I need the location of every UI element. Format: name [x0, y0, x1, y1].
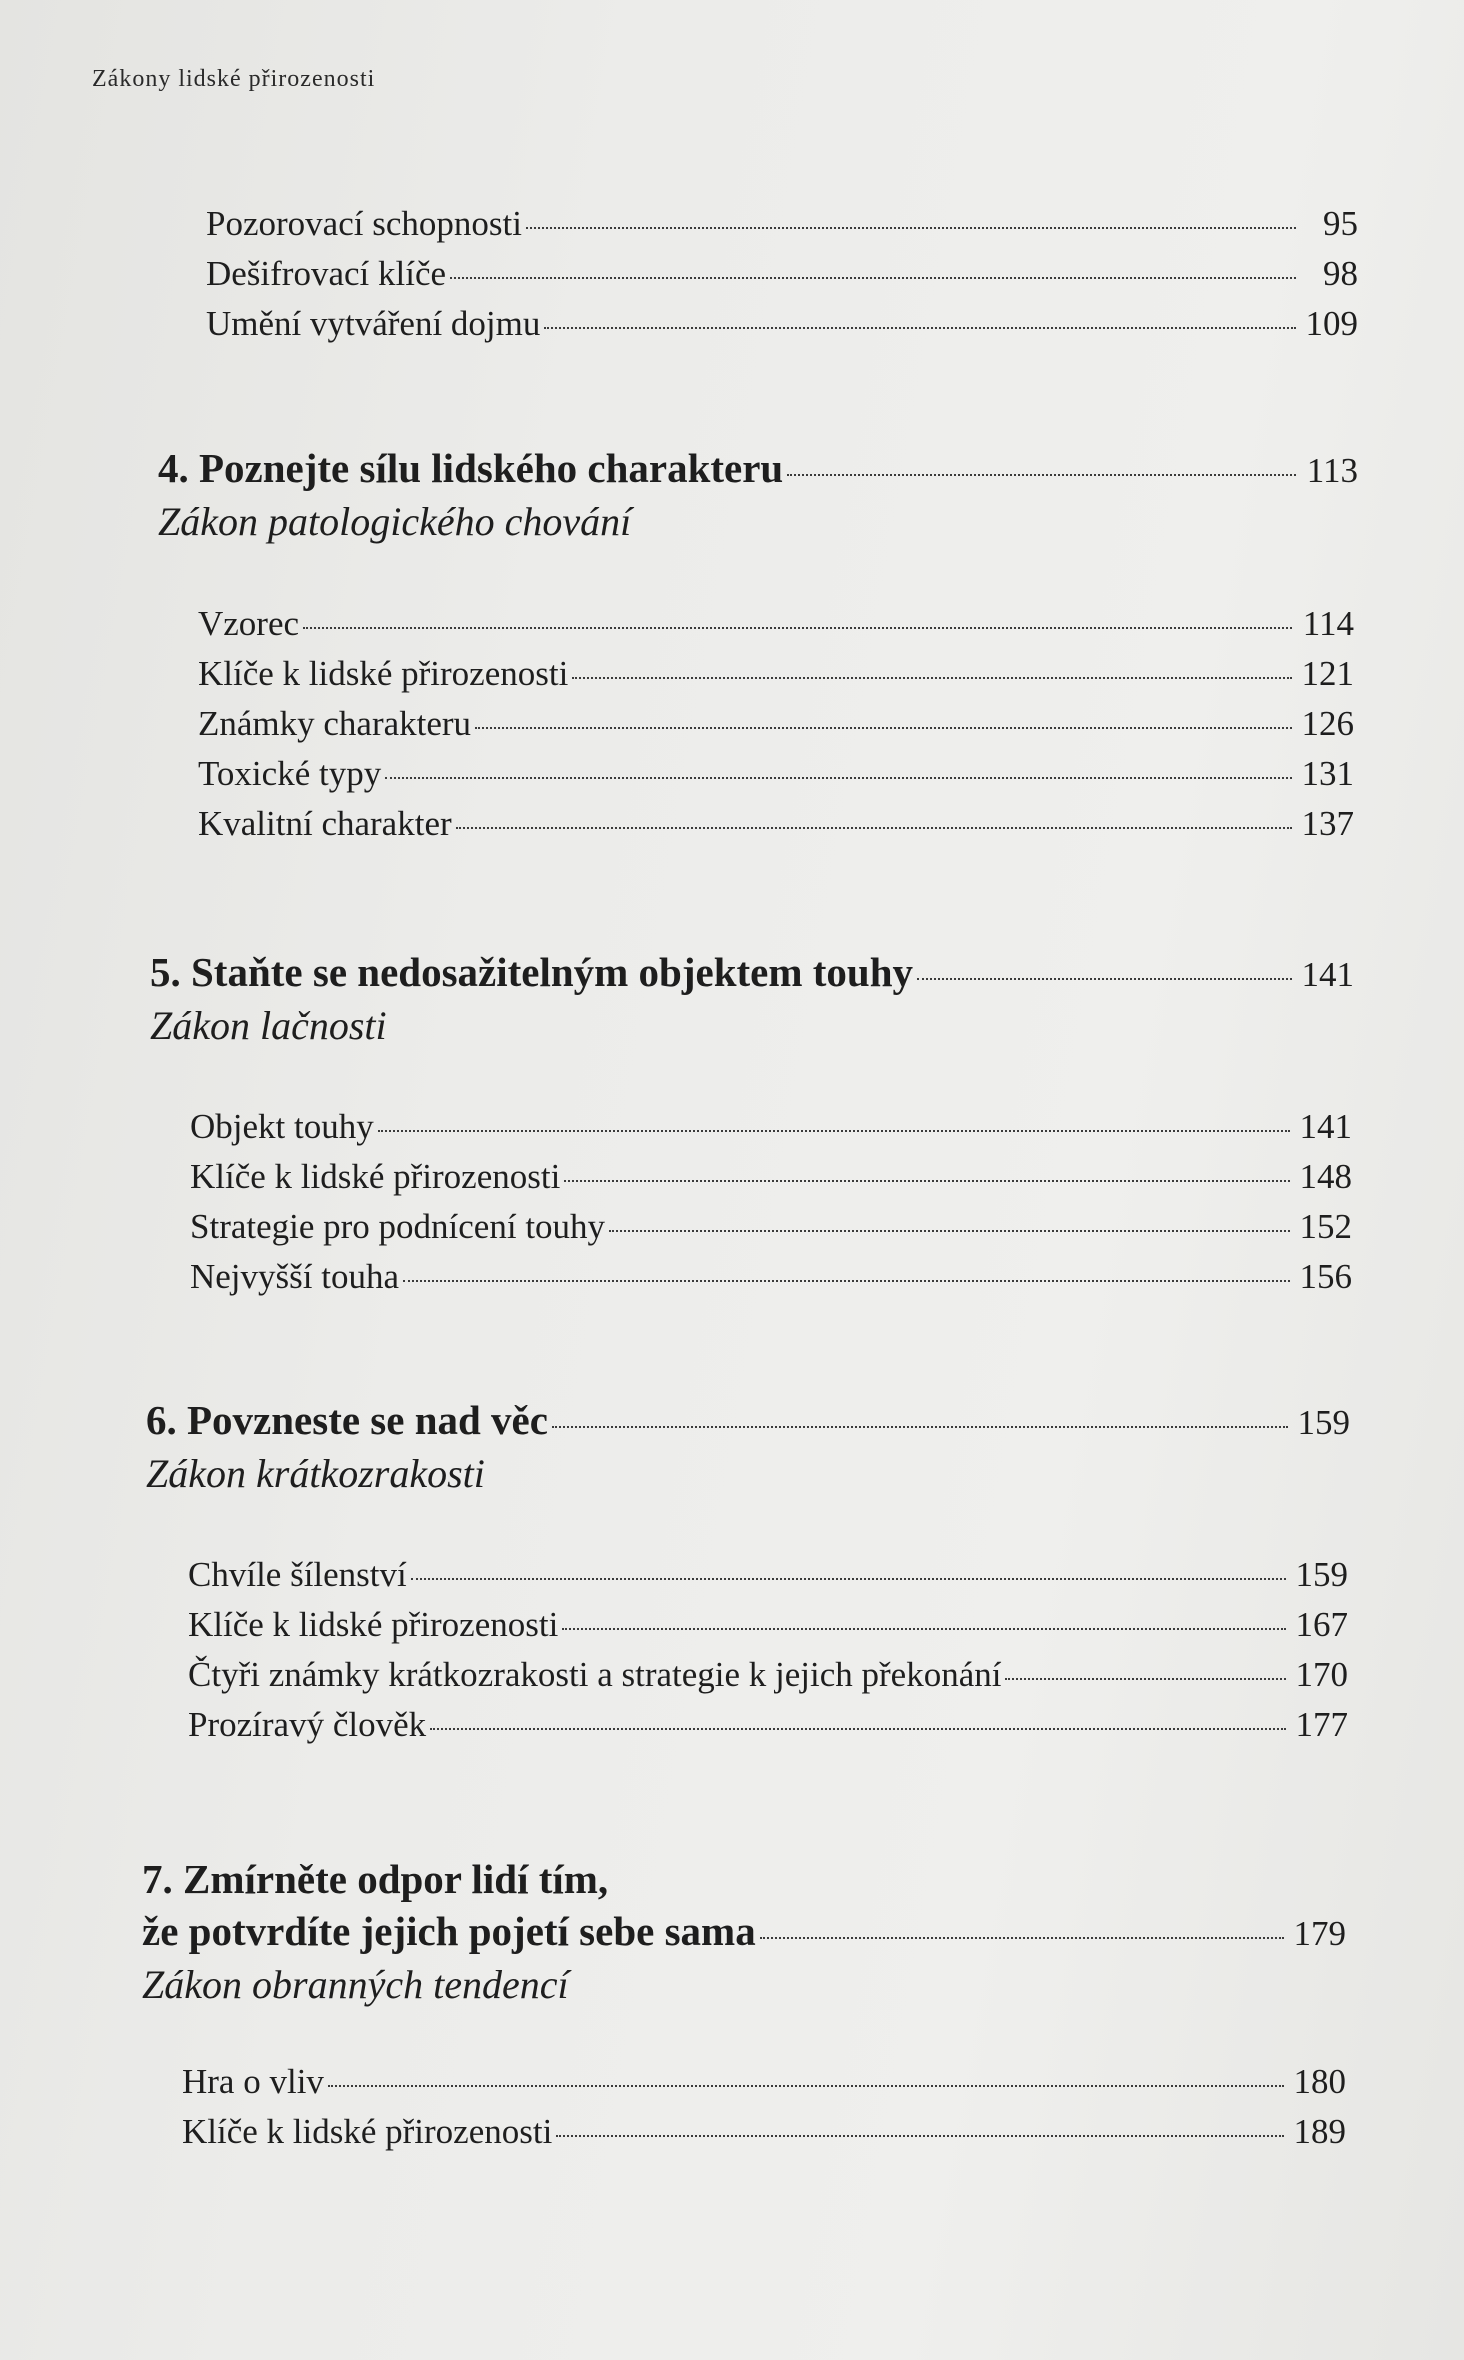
chapter-title: 6. Povzneste se nad věc	[146, 1397, 548, 1443]
toc-entry-page: 109	[1305, 304, 1358, 343]
leader-dots	[564, 1180, 1290, 1182]
toc-entry-page: 121	[1301, 654, 1354, 693]
toc-entry-title: Vzorec	[198, 604, 300, 643]
toc-entry-page: 131	[1301, 754, 1354, 793]
toc-entry[interactable]	[188, 1705, 1348, 1755]
toc-entry-page: 152	[1299, 1207, 1352, 1246]
chapter-7-heading	[142, 1855, 1346, 2013]
toc-entry-title: Klíče k lidské přirozenosti	[190, 1157, 561, 1196]
leader-dots	[1005, 1678, 1286, 1680]
toc-entry[interactable]	[182, 2112, 1346, 2162]
leader-dots	[562, 1628, 1286, 1630]
toc-entry-title: Toxické typy	[198, 754, 382, 793]
toc-entry-title: Strategie pro podnícení touhy	[190, 1207, 606, 1246]
toc-entry-title: Prozíravý člověk	[188, 1705, 427, 1744]
leader-dots	[526, 227, 1296, 229]
toc-entry-page: 95	[1323, 204, 1358, 243]
toc-entry-page: 156	[1299, 1257, 1352, 1296]
toc-entry[interactable]	[198, 654, 1354, 704]
toc-entry-title: Klíče k lidské přirozenosti	[198, 654, 569, 693]
leader-dots	[411, 1578, 1286, 1580]
toc-entry[interactable]	[188, 1655, 1348, 1705]
chapter-law: Zákon krátkozrakosti	[146, 1451, 485, 1496]
toc-entry[interactable]	[198, 604, 1354, 654]
chapter-4-entries	[198, 604, 1354, 854]
toc-entry[interactable]	[198, 804, 1354, 854]
toc-entry-page: 148	[1299, 1157, 1352, 1196]
chapter-law: Zákon patologického chování	[158, 499, 632, 544]
leader-dots	[450, 277, 1296, 279]
leader-dots	[475, 727, 1292, 729]
chapter-page: 113	[1306, 451, 1358, 490]
leader-dots	[787, 474, 1296, 476]
toc-entry-title: Nejvyšší touha	[190, 1257, 400, 1296]
chapter-title-row[interactable]	[150, 948, 1354, 1002]
toc-entry-page: 137	[1301, 804, 1354, 843]
toc-entry[interactable]	[190, 1107, 1352, 1157]
chapter-law: Zákon obranných tendencí	[142, 1962, 569, 2007]
toc-entry-page: 167	[1295, 1605, 1348, 1644]
toc-entry[interactable]	[206, 304, 1358, 354]
chapter-title-row[interactable]	[146, 1396, 1350, 1450]
leader-dots	[430, 1728, 1286, 1730]
toc-entry-title: Dešifrovací klíče	[206, 254, 447, 293]
toc-entry-title: Klíče k lidské přirozenosti	[182, 2112, 553, 2151]
leader-dots	[403, 1280, 1290, 1282]
chapter-title-line-1[interactable]: 7. Zmírněte odpor lidí tím,	[142, 1856, 609, 1902]
leader-dots	[544, 327, 1296, 329]
toc-entry-page: 126	[1301, 704, 1354, 743]
chapter-law: Zákon lačnosti	[150, 1003, 387, 1048]
toc-entry-page: 159	[1295, 1555, 1348, 1594]
leader-dots	[552, 1426, 1288, 1428]
toc-entry[interactable]	[190, 1157, 1352, 1207]
toc-entry-page: 180	[1293, 2062, 1346, 2101]
chapter-6-entries	[188, 1555, 1348, 1755]
toc-entry[interactable]	[188, 1605, 1348, 1655]
toc-entry-title: Objekt touhy	[190, 1107, 374, 1146]
toc-entry-title: Chvíle šílenství	[188, 1555, 407, 1594]
toc-entry-title: Pozorovací schopnosti	[206, 204, 522, 243]
toc-entry[interactable]	[190, 1207, 1352, 1257]
toc-entry[interactable]	[182, 2062, 1346, 2112]
leader-dots	[303, 627, 1292, 629]
toc-entry-title: Klíče k lidské přirozenosti	[188, 1605, 559, 1644]
chapter-page: 159	[1297, 1403, 1350, 1442]
chapter-title: 4. Poznejte sílu lidského charakteru	[158, 445, 784, 491]
leader-dots	[378, 1130, 1290, 1132]
toc-entry[interactable]	[190, 1257, 1352, 1307]
toc-entry-page: 114	[1302, 604, 1354, 643]
leader-dots	[609, 1230, 1290, 1232]
toc-entry-page: 170	[1295, 1655, 1348, 1694]
leader-dots	[328, 2085, 1284, 2087]
running-header: Zákony lidské přirozenosti	[92, 66, 376, 92]
toc-entry-page: 189	[1293, 2112, 1346, 2151]
leader-dots	[760, 1937, 1284, 1939]
toc-entry-page: 177	[1295, 1705, 1348, 1744]
leader-dots	[556, 2135, 1284, 2137]
leader-dots	[917, 978, 1292, 980]
chapter-page: 179	[1293, 1914, 1346, 1953]
chapter-title-row[interactable]	[158, 444, 1358, 498]
chapter-5-heading	[150, 948, 1354, 1054]
chapter-7-entries	[182, 2062, 1346, 2162]
leader-dots	[572, 677, 1292, 679]
toc-entry-title: Hra o vliv	[182, 2062, 324, 2101]
toc-entry-title: Kvalitní charakter	[198, 804, 452, 843]
leader-dots	[385, 777, 1292, 779]
top-entries	[206, 204, 1358, 354]
chapter-title: že potvrdíte jejich pojetí sebe sama	[142, 1908, 756, 1954]
chapter-title-row[interactable]	[142, 1907, 1346, 1961]
toc-entry-title: Umění vytváření dojmu	[206, 304, 541, 343]
toc-entry[interactable]	[206, 204, 1358, 254]
toc-entry-page: 141	[1299, 1107, 1352, 1146]
chapter-6-heading	[146, 1396, 1350, 1502]
toc-entry-title: Známky charakteru	[198, 704, 472, 743]
toc-entry-title: Čtyři známky krátkozrakosti a strategie k jejich překonání	[188, 1655, 1002, 1694]
chapter-5-entries	[190, 1107, 1352, 1307]
chapter-title: 5. Staňte se nedosažitelným objektem touhy	[150, 949, 914, 995]
toc-entry[interactable]	[206, 254, 1358, 304]
toc-entry[interactable]	[198, 754, 1354, 804]
toc-entry[interactable]	[198, 704, 1354, 754]
toc-entry[interactable]	[188, 1555, 1348, 1605]
leader-dots	[456, 827, 1292, 829]
chapter-4-heading	[158, 444, 1358, 550]
chapter-page: 141	[1301, 955, 1354, 994]
toc-entry-page: 98	[1323, 254, 1358, 293]
